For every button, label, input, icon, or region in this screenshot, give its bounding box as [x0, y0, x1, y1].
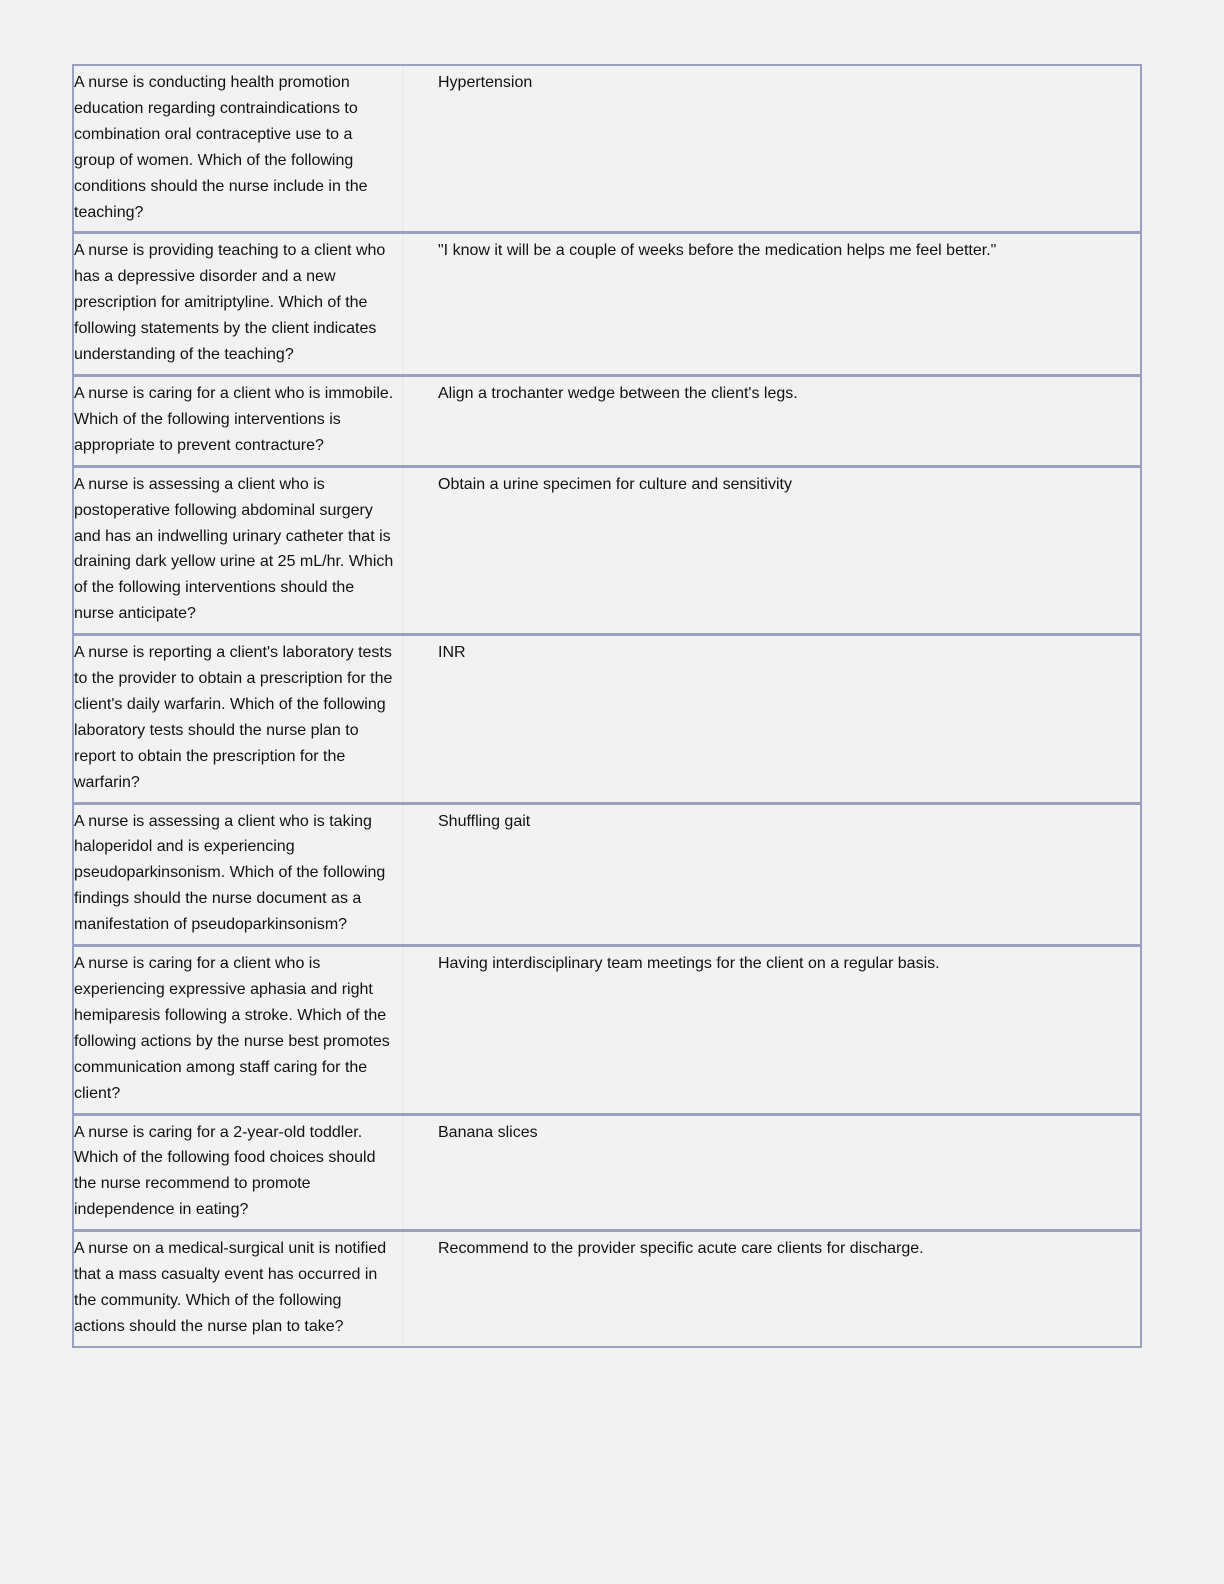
qa-table: [72, 64, 1142, 1348]
answer-cell: Hypertension: [438, 74, 533, 91]
question-cell: A nurse on a medical-surgical unit is notified that a mass casualty event has occurred in the community. Which of the following actions should the nurse plan to take?: [74, 1232, 404, 1346]
question-cell: A nurse is assessing a client who is taking haloperidol and is experiencing pseudoparkinsonism. Which of the following findings should the nurse document as a manifestation of pseudoparkinsonism?: [74, 805, 404, 945]
table-row: [74, 465, 1140, 633]
table-row: [74, 1229, 1140, 1346]
answer-cell: Align a trochanter wedge between the client's legs.: [438, 384, 798, 402]
table-row: [74, 802, 1140, 945]
question-cell: A nurse is caring for a client who is experiencing expressive aphasia and right hemiparesis following a stroke. Which of the following actions by the nurse best promotes communication among staff caring for the client?: [74, 947, 404, 1112]
answer-cell: Shuffling gait: [438, 812, 531, 830]
answer-cell: Recommend to the provider specific acute care clients for discharge.: [438, 1240, 924, 1258]
table-row: [74, 231, 1140, 374]
table-row: [74, 66, 1140, 231]
question-cell: A nurse is conducting health promotion education regarding contraindications to combination oral contraceptive use to a group of women. Which of the following conditions should the nurse include in the teaching?: [74, 66, 404, 231]
answer-cell: Having interdisciplinary team meetings for the client on a regular basis.: [438, 955, 940, 973]
table-row: [74, 1113, 1140, 1230]
answer-cell: Obtain a urine specimen for culture and sensitivity: [438, 475, 792, 493]
table-row: [74, 633, 1140, 801]
table-row: [74, 944, 1140, 1112]
question-cell: A nurse is reporting a client's laboratory tests to the provider to obtain a prescription for the client's daily warfarin. Which of the following laboratory tests should the nurse plan to report to obtain the prescription for the warfarin?: [74, 636, 404, 801]
answer-cell: INR: [438, 644, 466, 662]
answer-cell: Banana slices: [438, 1123, 538, 1141]
table-row: [74, 374, 1140, 465]
question-cell: A nurse is caring for a client who is immobile. Which of the following interventions is appropriate to prevent contracture?: [74, 377, 404, 465]
question-cell: A nurse is providing teaching to a client who has a depressive disorder and a new prescription for amitriptyline. Which of the following statements by the client indicates understanding of the teaching?: [74, 234, 404, 374]
question-cell: A nurse is assessing a client who is postoperative following abdominal surgery and has an indwelling urinary catheter that is draining dark yellow urine at 25 mL/hr. Which of the following interventions should the nurse anticipate?: [74, 468, 404, 633]
question-cell: A nurse is caring for a 2-year-old toddler. Which of the following food choices should the nurse recommend to promote independence in eating?: [74, 1116, 404, 1230]
answer-cell: "I know it will be a couple of weeks before the medication helps me feel better.": [438, 242, 997, 260]
